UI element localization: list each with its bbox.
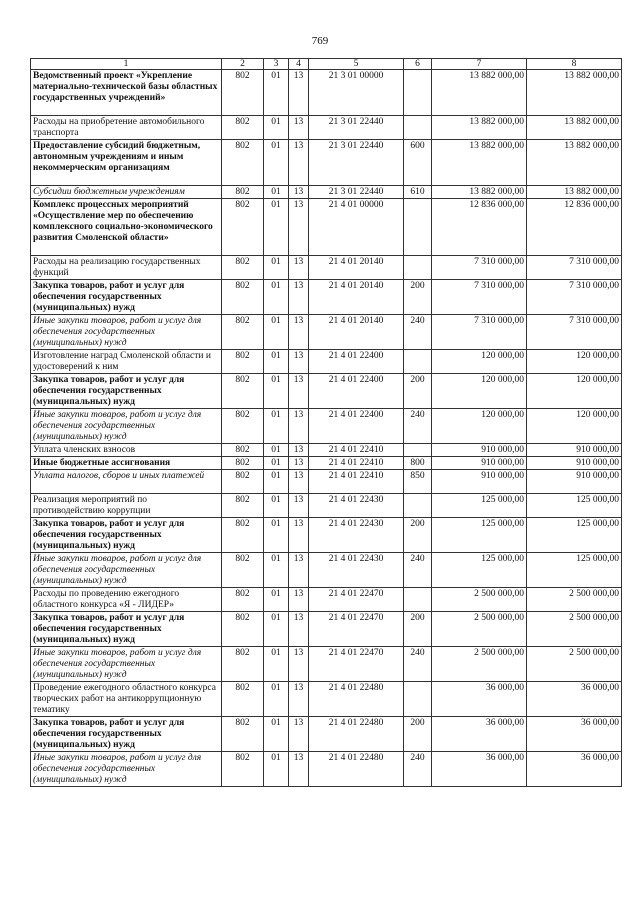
row-section-cell: 01 <box>264 140 289 186</box>
row-amount-1-cell: 12 836 000,00 <box>432 199 527 256</box>
table-row <box>31 409 622 444</box>
table-row <box>31 470 622 494</box>
table-row <box>31 553 622 588</box>
row-target-article-cell: 21 4 01 22400 <box>309 409 404 444</box>
row-amount-1-cell: 910 000,00 <box>432 457 527 470</box>
row-amount-2-cell: 2 500 000,00 <box>527 612 622 647</box>
row-subsection-cell: 13 <box>289 315 309 350</box>
row-target-article-cell: 21 4 01 22430 <box>309 518 404 553</box>
row-expense-type-cell: 610 <box>404 186 432 199</box>
row-admin-code-cell: 802 <box>222 444 264 457</box>
row-target-article-cell: 21 4 01 22470 <box>309 588 404 612</box>
row-section-cell: 01 <box>264 350 289 374</box>
row-subsection-cell: 13 <box>289 588 309 612</box>
row-expense-type-cell: 850 <box>404 470 432 494</box>
table-header-row <box>31 59 622 70</box>
table-row <box>31 612 622 647</box>
row-amount-1-cell: 7 310 000,00 <box>432 315 527 350</box>
row-amount-2-cell: 36 000,00 <box>527 682 622 717</box>
row-amount-2-cell: 13 882 000,00 <box>527 116 622 140</box>
row-subsection-cell: 13 <box>289 717 309 752</box>
row-name-cell: Иные закупки товаров, работ и услуг для обеспечения государственных (муниципальных) нужд <box>31 553 222 588</box>
row-expense-type-cell <box>404 444 432 457</box>
row-subsection-cell: 13 <box>289 116 309 140</box>
row-target-article-cell: 21 4 01 22410 <box>309 444 404 457</box>
row-section-cell: 01 <box>264 116 289 140</box>
row-subsection-cell: 13 <box>289 752 309 787</box>
row-amount-2-cell: 7 310 000,00 <box>527 280 622 315</box>
row-section-cell: 01 <box>264 717 289 752</box>
row-expense-type-cell <box>404 116 432 140</box>
header-col-3: 3 <box>264 59 289 70</box>
table-row <box>31 752 622 787</box>
row-subsection-cell: 13 <box>289 518 309 553</box>
header-col-1: 1 <box>31 59 222 70</box>
row-amount-1-cell: 13 882 000,00 <box>432 186 527 199</box>
row-target-article-cell: 21 4 01 22400 <box>309 350 404 374</box>
row-admin-code-cell: 802 <box>222 470 264 494</box>
row-section-cell: 01 <box>264 186 289 199</box>
row-admin-code-cell: 802 <box>222 409 264 444</box>
table-row <box>31 494 622 518</box>
row-target-article-cell: 21 3 01 22440 <box>309 140 404 186</box>
row-subsection-cell: 13 <box>289 186 309 199</box>
row-expense-type-cell <box>404 682 432 717</box>
row-name-cell: Расходы по проведению ежегодного областного конкурса «Я - ЛИДЕР» <box>31 588 222 612</box>
row-target-article-cell: 21 3 01 00000 <box>309 70 404 116</box>
row-target-article-cell: 21 4 01 22470 <box>309 612 404 647</box>
row-target-article-cell: 21 3 01 22440 <box>309 186 404 199</box>
row-subsection-cell: 13 <box>289 647 309 682</box>
row-section-cell: 01 <box>264 256 289 280</box>
header-col-6: 6 <box>404 59 432 70</box>
row-section-cell: 01 <box>264 752 289 787</box>
row-admin-code-cell: 802 <box>222 494 264 518</box>
row-admin-code-cell: 802 <box>222 553 264 588</box>
row-amount-1-cell: 2 500 000,00 <box>432 588 527 612</box>
header-col-5: 5 <box>309 59 404 70</box>
row-name-cell: Иные закупки товаров, работ и услуг для обеспечения государственных (муниципальных) нужд <box>31 752 222 787</box>
row-admin-code-cell: 802 <box>222 588 264 612</box>
row-name-cell: Закупка товаров, работ и услуг для обеспечения государственных (муниципальных) нужд <box>31 374 222 409</box>
row-name-cell: Субсидии бюджетным учреждениям <box>31 186 222 199</box>
row-subsection-cell: 13 <box>289 457 309 470</box>
row-target-article-cell: 21 4 01 20140 <box>309 256 404 280</box>
row-amount-2-cell: 910 000,00 <box>527 444 622 457</box>
row-name-cell: Иные бюджетные ассигнования <box>31 457 222 470</box>
row-section-cell: 01 <box>264 553 289 588</box>
row-amount-1-cell: 13 882 000,00 <box>432 70 527 116</box>
row-expense-type-cell <box>404 256 432 280</box>
row-amount-1-cell: 120 000,00 <box>432 374 527 409</box>
row-admin-code-cell: 802 <box>222 518 264 553</box>
row-amount-1-cell: 13 882 000,00 <box>432 116 527 140</box>
row-expense-type-cell: 200 <box>404 612 432 647</box>
row-section-cell: 01 <box>264 612 289 647</box>
row-expense-type-cell: 240 <box>404 315 432 350</box>
row-amount-1-cell: 2 500 000,00 <box>432 612 527 647</box>
row-subsection-cell: 13 <box>289 494 309 518</box>
table-row <box>31 682 622 717</box>
row-section-cell: 01 <box>264 457 289 470</box>
row-amount-2-cell: 120 000,00 <box>527 350 622 374</box>
row-amount-1-cell: 7 310 000,00 <box>432 256 527 280</box>
row-amount-1-cell: 910 000,00 <box>432 444 527 457</box>
row-expense-type-cell <box>404 588 432 612</box>
row-section-cell: 01 <box>264 409 289 444</box>
row-section-cell: 01 <box>264 682 289 717</box>
row-subsection-cell: 13 <box>289 374 309 409</box>
row-target-article-cell: 21 4 01 22470 <box>309 647 404 682</box>
row-amount-2-cell: 12 836 000,00 <box>527 199 622 256</box>
row-section-cell: 01 <box>264 315 289 350</box>
row-amount-1-cell: 36 000,00 <box>432 682 527 717</box>
row-expense-type-cell: 200 <box>404 374 432 409</box>
row-name-cell: Комплекс процессных мероприятий «Осуществление мер по обеспечению комплексного социально-экономического развития Смоленской области» <box>31 199 222 256</box>
row-name-cell: Закупка товаров, работ и услуг для обеспечения государственных (муниципальных) нужд <box>31 518 222 553</box>
row-admin-code-cell: 802 <box>222 374 264 409</box>
row-admin-code-cell: 802 <box>222 682 264 717</box>
row-section-cell: 01 <box>264 70 289 116</box>
row-name-cell: Расходы на реализацию государственных функций <box>31 256 222 280</box>
row-admin-code-cell: 802 <box>222 199 264 256</box>
row-subsection-cell: 13 <box>289 409 309 444</box>
row-expense-type-cell: 600 <box>404 140 432 186</box>
row-subsection-cell: 13 <box>289 444 309 457</box>
table-row <box>31 199 622 256</box>
row-subsection-cell: 13 <box>289 612 309 647</box>
row-name-cell: Уплата членских взносов <box>31 444 222 457</box>
row-subsection-cell: 13 <box>289 553 309 588</box>
row-target-article-cell: 21 4 01 22410 <box>309 457 404 470</box>
row-target-article-cell: 21 4 01 22430 <box>309 494 404 518</box>
row-expense-type-cell: 240 <box>404 553 432 588</box>
row-amount-1-cell: 7 310 000,00 <box>432 280 527 315</box>
row-amount-1-cell: 36 000,00 <box>432 752 527 787</box>
header-col-8: 8 <box>527 59 622 70</box>
row-name-cell: Закупка товаров, работ и услуг для обеспечения государственных (муниципальных) нужд <box>31 280 222 315</box>
row-section-cell: 01 <box>264 374 289 409</box>
row-subsection-cell: 13 <box>289 256 309 280</box>
table-row <box>31 350 622 374</box>
row-subsection-cell: 13 <box>289 70 309 116</box>
row-amount-1-cell: 125 000,00 <box>432 518 527 553</box>
row-amount-2-cell: 125 000,00 <box>527 553 622 588</box>
table-row <box>31 280 622 315</box>
row-name-cell: Реализация мероприятий по противодействию коррупции <box>31 494 222 518</box>
row-admin-code-cell: 802 <box>222 717 264 752</box>
row-amount-2-cell: 125 000,00 <box>527 518 622 553</box>
row-name-cell: Расходы на приобретение автомобильного транспорта <box>31 116 222 140</box>
row-expense-type-cell: 240 <box>404 409 432 444</box>
header-col-7: 7 <box>432 59 527 70</box>
table-row <box>31 647 622 682</box>
table-row <box>31 444 622 457</box>
row-target-article-cell: 21 4 01 00000 <box>309 199 404 256</box>
row-admin-code-cell: 802 <box>222 350 264 374</box>
page-number: 769 <box>311 35 329 47</box>
row-amount-2-cell: 13 882 000,00 <box>527 70 622 116</box>
row-amount-1-cell: 125 000,00 <box>432 553 527 588</box>
row-target-article-cell: 21 4 01 22480 <box>309 682 404 717</box>
row-expense-type-cell: 240 <box>404 752 432 787</box>
row-admin-code-cell: 802 <box>222 140 264 186</box>
row-name-cell: Иные закупки товаров, работ и услуг для обеспечения государственных (муниципальных) нужд <box>31 315 222 350</box>
row-name-cell: Уплата налогов, сборов и иных платежей <box>31 470 222 494</box>
row-subsection-cell: 13 <box>289 280 309 315</box>
row-section-cell: 01 <box>264 494 289 518</box>
table-row <box>31 518 622 553</box>
row-target-article-cell: 21 4 01 22480 <box>309 752 404 787</box>
row-expense-type-cell <box>404 350 432 374</box>
row-section-cell: 01 <box>264 470 289 494</box>
row-target-article-cell: 21 4 01 20140 <box>309 315 404 350</box>
row-section-cell: 01 <box>264 199 289 256</box>
row-expense-type-cell <box>404 199 432 256</box>
row-name-cell: Закупка товаров, работ и услуг для обеспечения государственных (муниципальных) нужд <box>31 717 222 752</box>
row-amount-2-cell: 36 000,00 <box>527 717 622 752</box>
row-expense-type-cell <box>404 494 432 518</box>
row-name-cell: Изготовление наград Смоленской области и удостоверений к ним <box>31 350 222 374</box>
row-amount-1-cell: 120 000,00 <box>432 409 527 444</box>
row-amount-2-cell: 2 500 000,00 <box>527 647 622 682</box>
row-section-cell: 01 <box>264 518 289 553</box>
row-amount-2-cell: 13 882 000,00 <box>527 140 622 186</box>
row-amount-2-cell: 2 500 000,00 <box>527 588 622 612</box>
budget-table <box>30 58 622 787</box>
row-amount-1-cell: 125 000,00 <box>432 494 527 518</box>
row-amount-2-cell: 7 310 000,00 <box>527 315 622 350</box>
row-amount-2-cell: 120 000,00 <box>527 409 622 444</box>
table-row <box>31 140 622 186</box>
table-row <box>31 374 622 409</box>
header-col-4: 4 <box>289 59 309 70</box>
row-admin-code-cell: 802 <box>222 70 264 116</box>
row-expense-type-cell: 200 <box>404 518 432 553</box>
row-admin-code-cell: 802 <box>222 186 264 199</box>
row-subsection-cell: 13 <box>289 470 309 494</box>
row-target-article-cell: 21 4 01 22410 <box>309 470 404 494</box>
row-target-article-cell: 21 4 01 22480 <box>309 717 404 752</box>
row-name-cell: Иные закупки товаров, работ и услуг для обеспечения государственных (муниципальных) нужд <box>31 647 222 682</box>
row-expense-type-cell: 240 <box>404 647 432 682</box>
row-expense-type-cell: 200 <box>404 280 432 315</box>
table-row <box>31 717 622 752</box>
table-row <box>31 315 622 350</box>
row-name-cell: Предоставление субсидий бюджетным, автономным учреждениям и иным некоммерческим организациям <box>31 140 222 186</box>
table-row <box>31 457 622 470</box>
header-col-2: 2 <box>222 59 264 70</box>
row-expense-type-cell: 800 <box>404 457 432 470</box>
row-target-article-cell: 21 3 01 22440 <box>309 116 404 140</box>
row-subsection-cell: 13 <box>289 682 309 717</box>
table-row <box>31 588 622 612</box>
row-subsection-cell: 13 <box>289 199 309 256</box>
row-target-article-cell: 21 4 01 22400 <box>309 374 404 409</box>
row-section-cell: 01 <box>264 647 289 682</box>
row-admin-code-cell: 802 <box>222 457 264 470</box>
row-target-article-cell: 21 4 01 22430 <box>309 553 404 588</box>
row-amount-2-cell: 13 882 000,00 <box>527 186 622 199</box>
row-amount-1-cell: 910 000,00 <box>432 470 527 494</box>
table-row <box>31 186 622 199</box>
row-name-cell: Проведение ежегодного областного конкурса творческих работ на антикоррупционную тематику <box>31 682 222 717</box>
row-amount-2-cell: 36 000,00 <box>527 752 622 787</box>
row-amount-2-cell: 125 000,00 <box>527 494 622 518</box>
row-amount-1-cell: 13 882 000,00 <box>432 140 527 186</box>
row-admin-code-cell: 802 <box>222 280 264 315</box>
table-row <box>31 116 622 140</box>
row-name-cell: Ведомственный проект «Укрепление материально-технической базы областных государственных учреждений» <box>31 70 222 116</box>
row-amount-2-cell: 910 000,00 <box>527 470 622 494</box>
row-target-article-cell: 21 4 01 20140 <box>309 280 404 315</box>
row-expense-type-cell <box>404 70 432 116</box>
row-name-cell: Иные закупки товаров, работ и услуг для обеспечения государственных (муниципальных) нужд <box>31 409 222 444</box>
table-row <box>31 256 622 280</box>
row-admin-code-cell: 802 <box>222 752 264 787</box>
row-amount-2-cell: 7 310 000,00 <box>527 256 622 280</box>
table-row <box>31 70 622 116</box>
row-admin-code-cell: 802 <box>222 612 264 647</box>
row-amount-1-cell: 120 000,00 <box>432 350 527 374</box>
row-amount-2-cell: 120 000,00 <box>527 374 622 409</box>
row-amount-1-cell: 36 000,00 <box>432 717 527 752</box>
row-admin-code-cell: 802 <box>222 116 264 140</box>
row-section-cell: 01 <box>264 444 289 457</box>
row-admin-code-cell: 802 <box>222 647 264 682</box>
row-section-cell: 01 <box>264 588 289 612</box>
row-subsection-cell: 13 <box>289 140 309 186</box>
row-expense-type-cell: 200 <box>404 717 432 752</box>
row-admin-code-cell: 802 <box>222 315 264 350</box>
row-amount-2-cell: 910 000,00 <box>527 457 622 470</box>
row-section-cell: 01 <box>264 280 289 315</box>
row-admin-code-cell: 802 <box>222 256 264 280</box>
row-name-cell: Закупка товаров, работ и услуг для обеспечения государственных (муниципальных) нужд <box>31 612 222 647</box>
row-subsection-cell: 13 <box>289 350 309 374</box>
row-amount-1-cell: 2 500 000,00 <box>432 647 527 682</box>
